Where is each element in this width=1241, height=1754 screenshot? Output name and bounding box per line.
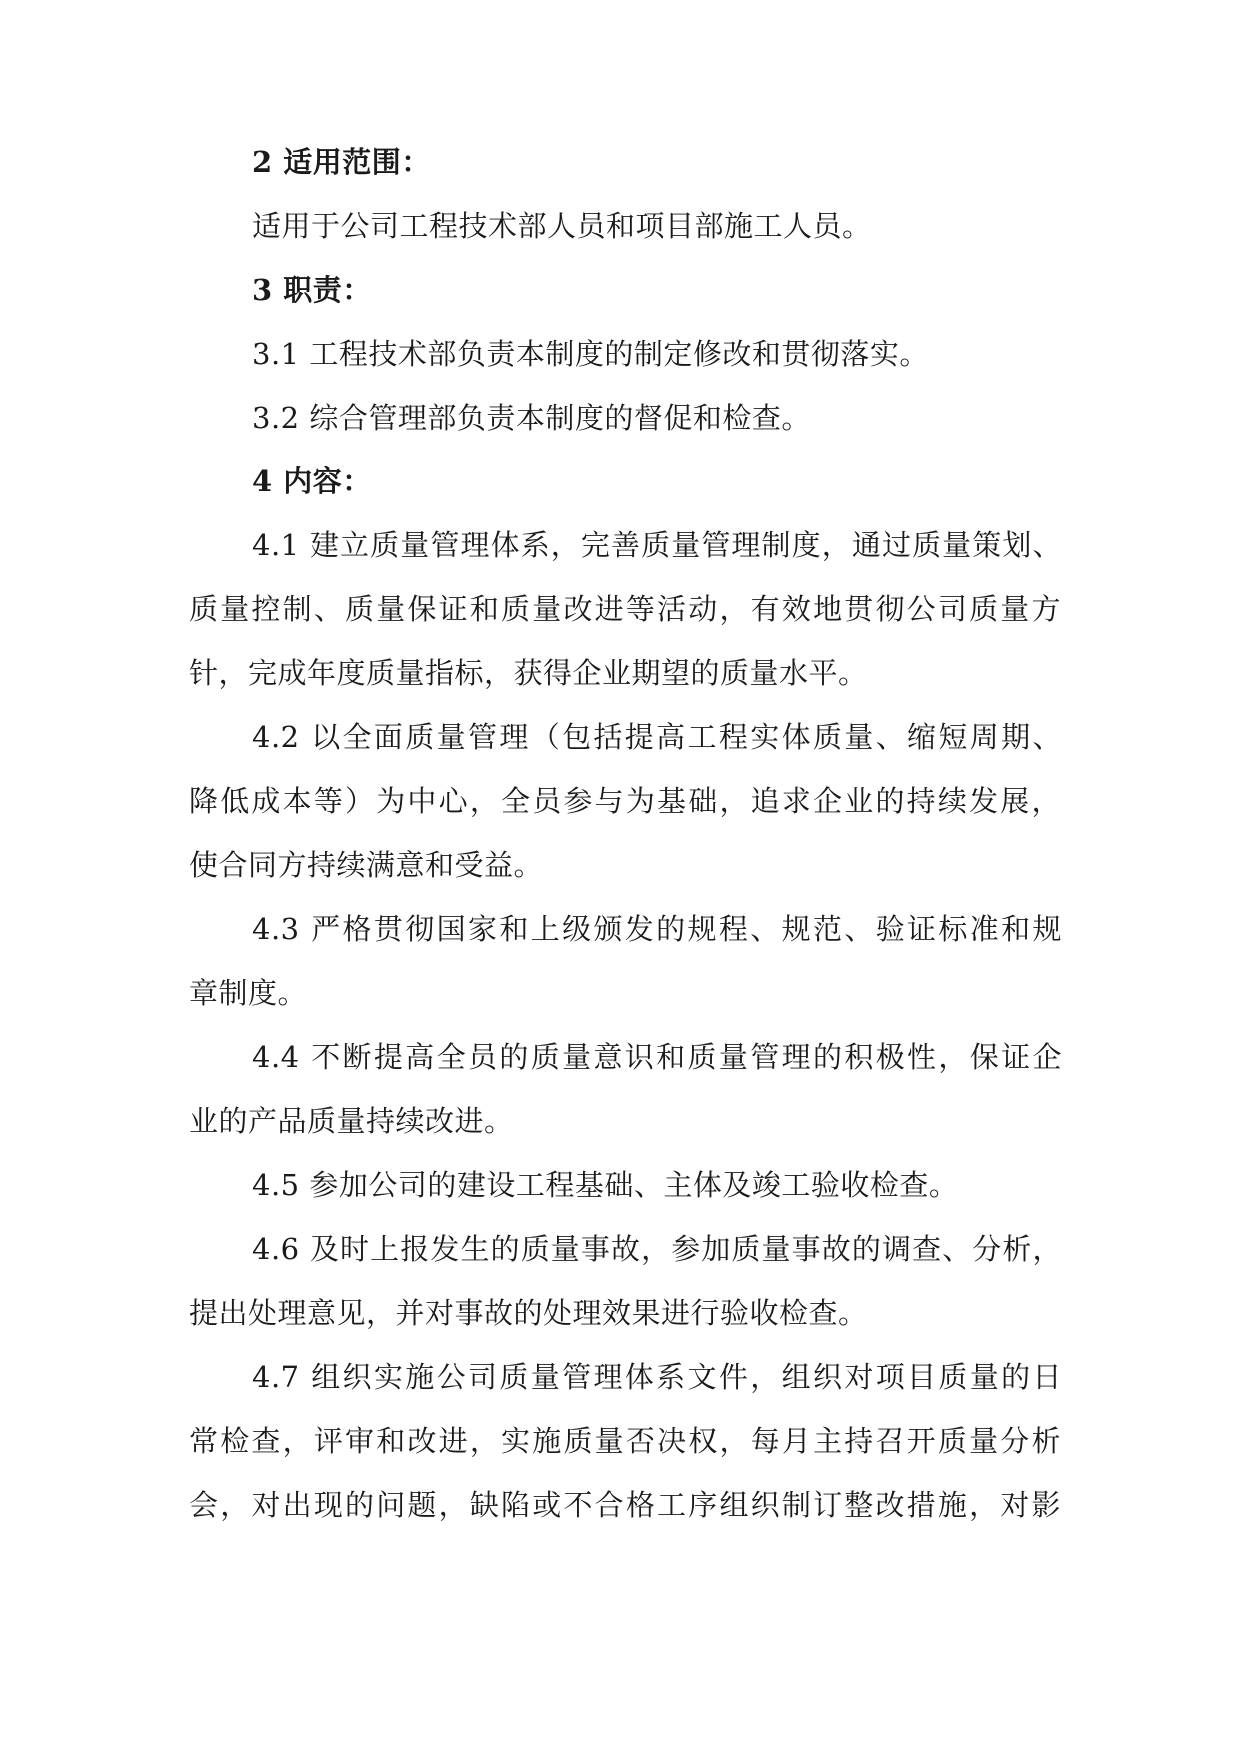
paragraph-line: 会，对出现的问题，缺陷或不合格工序组织制订整改措施，对影 (189, 1488, 1061, 1522)
section-heading-responsibilities: 3 职责： (252, 273, 372, 307)
paragraph-line: 降低成本等）为中心，全员参与为基础，追求企业的持续发展， (189, 784, 1061, 818)
paragraph-line: 4.6 及时上报发生的质量事故，参加质量事故的调查、分析， (252, 1232, 1062, 1266)
paragraph-line: 3.1 工程技术部负责本制度的制定修改和贯彻落实。 (252, 337, 929, 371)
paragraph-line: 针，完成年度质量指标，获得企业期望的质量水平。 (189, 656, 868, 690)
paragraph-line: 4.2 以全面质量管理（包括提高工程实体质量、缩短周期、 (252, 720, 1062, 754)
paragraph-line: 4.4 不断提高全员的质量意识和质量管理的积极性，保证企 (252, 1040, 1062, 1074)
paragraph-line: 业的产品质量持续改进。 (189, 1104, 514, 1138)
paragraph-line: 4.5 参加公司的建设工程基础、主体及竣工验收检查。 (252, 1168, 959, 1202)
paragraph-line: 质量控制、质量保证和质量改进等活动，有效地贯彻公司质量方 (189, 592, 1061, 626)
section-heading-content: 4 内容： (252, 464, 372, 498)
paragraph-line: 提出处理意见，并对事故的处理效果进行验收检查。 (189, 1296, 868, 1330)
paragraph-line: 3.2 综合管理部负责本制度的督促和检查。 (252, 401, 811, 435)
paragraph-line: 使合同方持续满意和受益。 (189, 848, 544, 882)
section-heading-scope: 2 适用范围： (252, 145, 431, 179)
paragraph-line: 4.7 组织实施公司质量管理体系文件，组织对项目质量的日 (252, 1360, 1062, 1394)
paragraph-line: 适用于公司工程技术部人员和项目部施工人员。 (252, 209, 872, 243)
paragraph-line: 4.3 严格贯彻国家和上级颁发的规程、规范、验证标准和规 (252, 912, 1062, 946)
paragraph-line: 常检查，评审和改进，实施质量否决权，每月主持召开质量分析 (189, 1424, 1061, 1458)
paragraph-line: 章制度。 (189, 976, 308, 1010)
paragraph-line: 4.1 建立质量管理体系，完善质量管理制度，通过质量策划、 (252, 528, 1062, 562)
